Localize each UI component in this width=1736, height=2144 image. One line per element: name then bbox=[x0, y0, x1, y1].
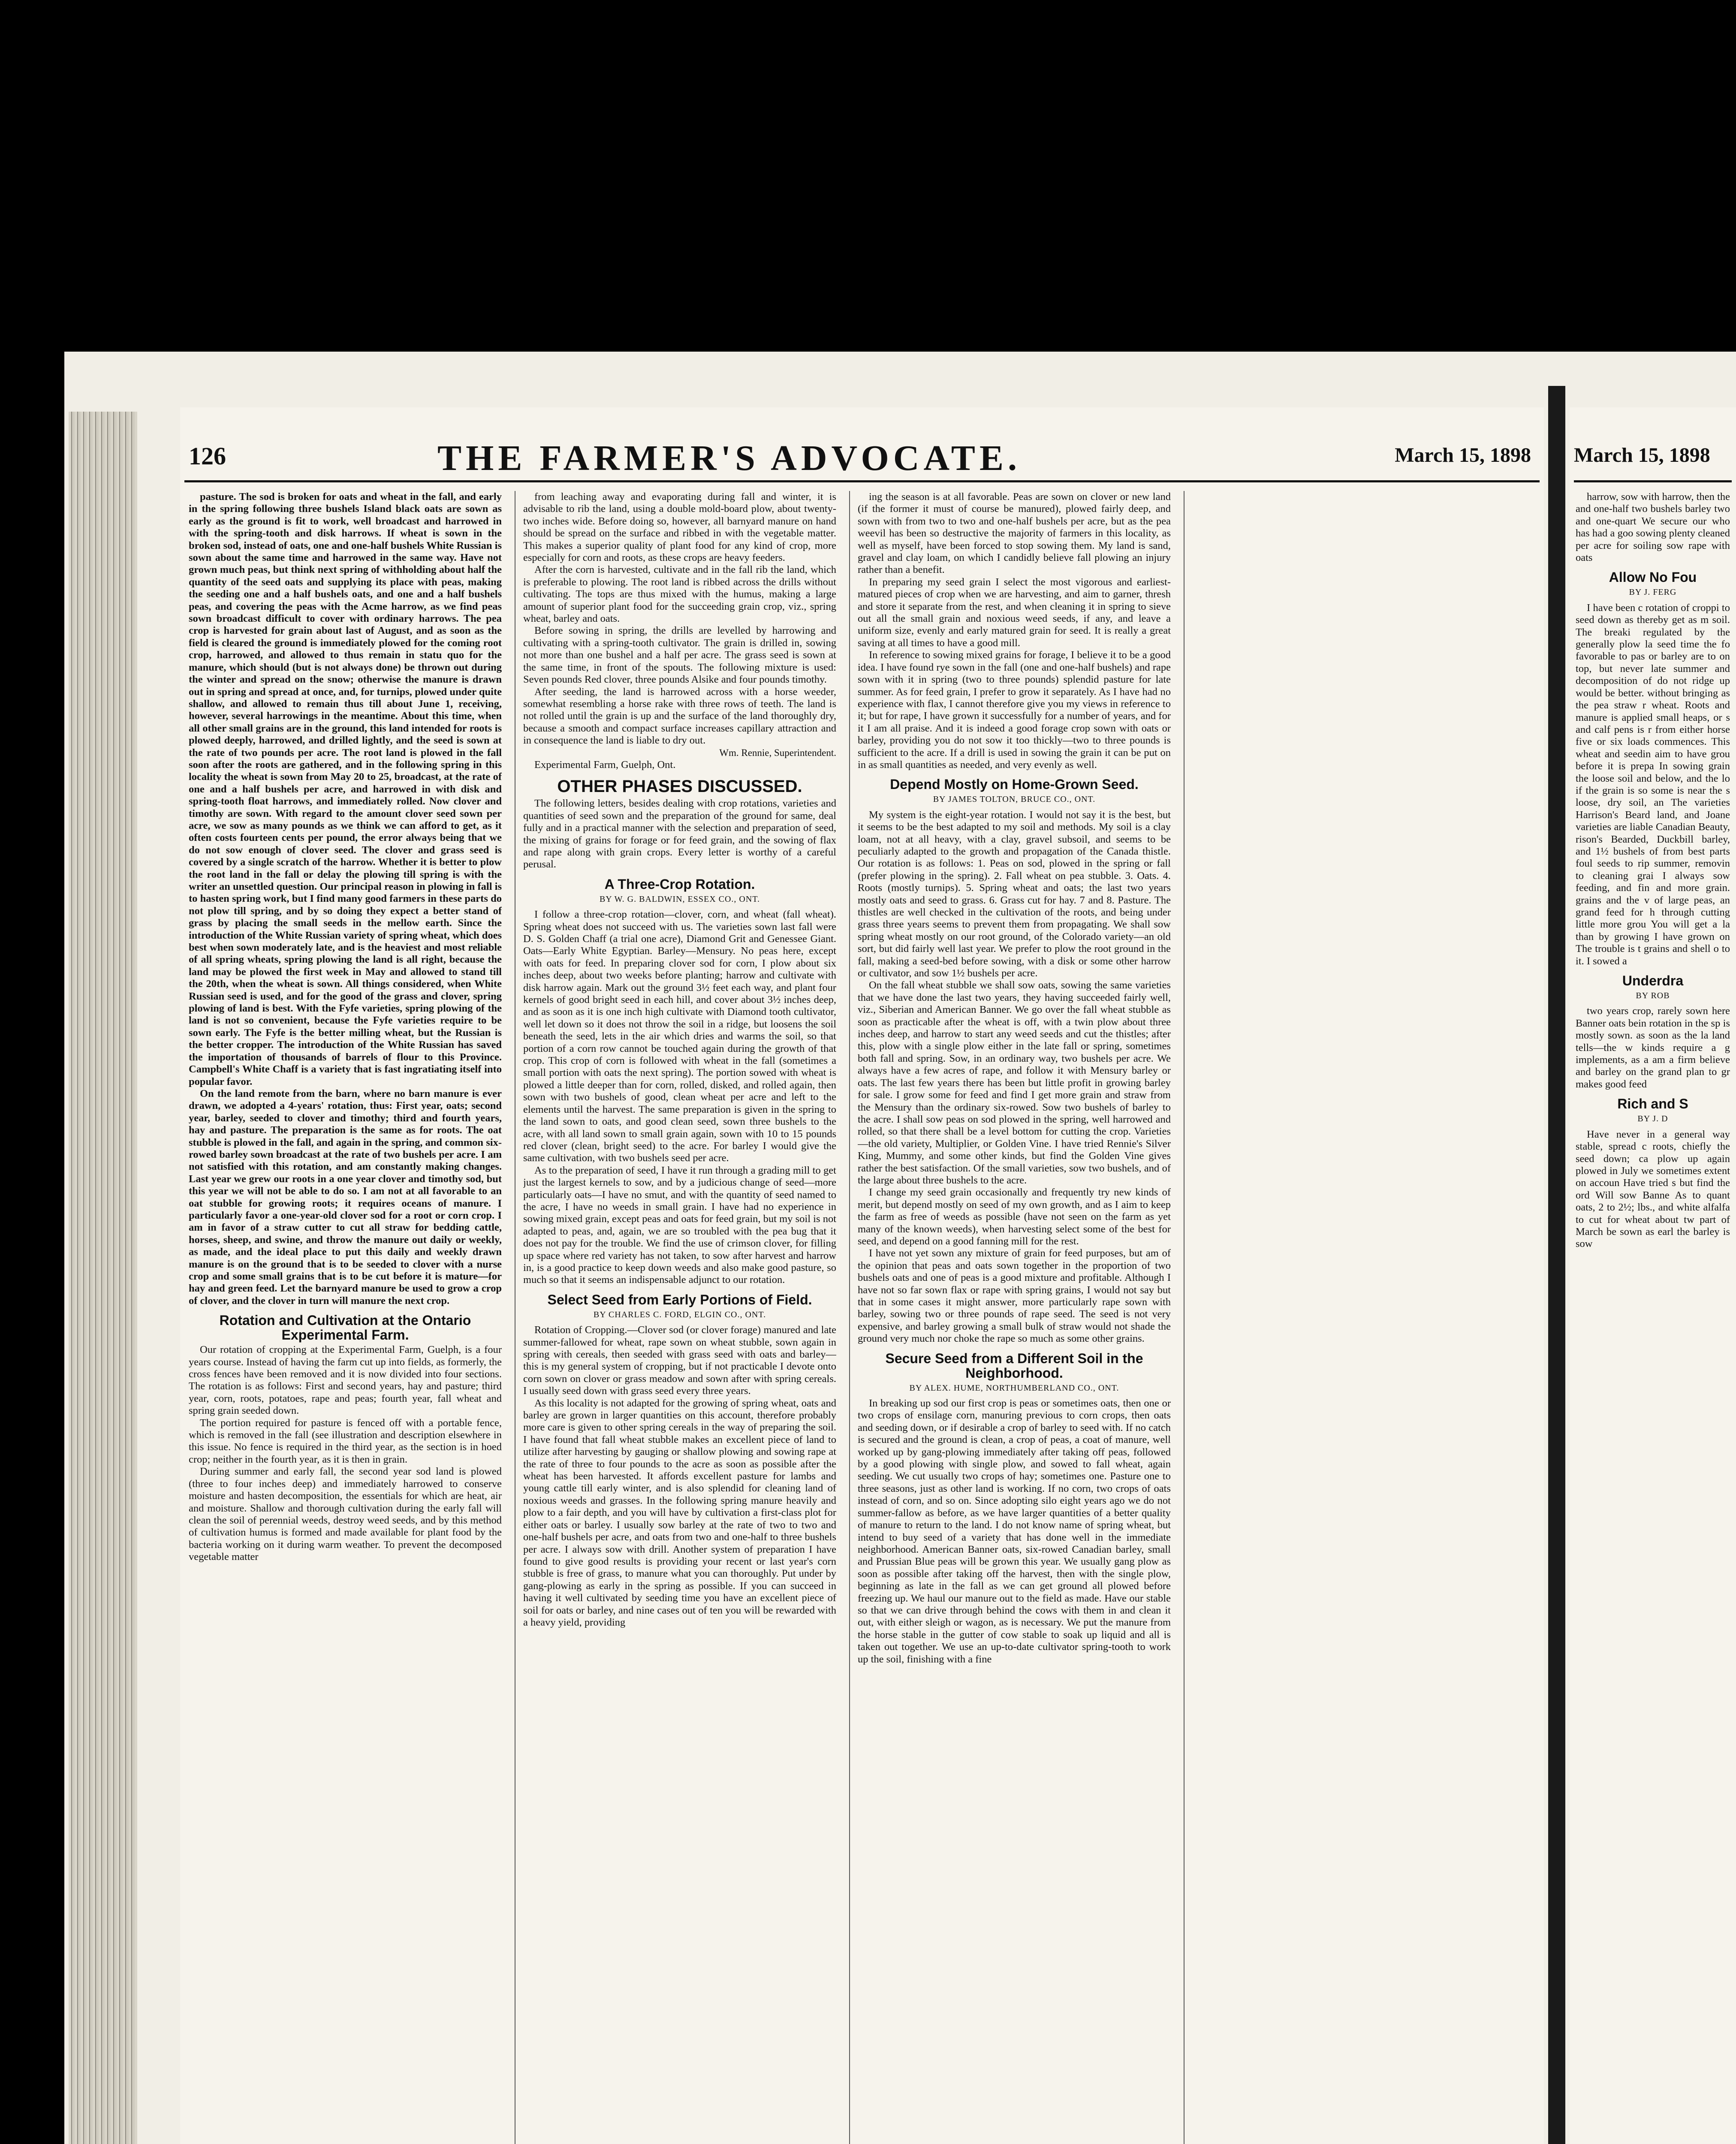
byline: BY ROB bbox=[1636, 991, 1670, 1001]
signature-location: Experimental Farm, Guelph, Ont. bbox=[534, 759, 676, 771]
header-rule bbox=[184, 480, 1540, 482]
paragraph: I have not yet sown any mixture of grain for feed purposes, but am of the opinion that peas and oats sown together in the proportion of two bushels oats and one of peas is a good mixture and profitable. Although I have not so far sown flax or rape with spring grains, I would not say but that in some cases it might answer, more particularly rape sown with barley, sowing two or three pounds of rape seed. The seed is not very expensive, and barley growing a small bulk of straw would not shade the ground very much nor choke the rape so much as some other grains. bbox=[858, 1247, 1171, 1345]
byline: BY J. D bbox=[1637, 1114, 1668, 1124]
paragraph: The following letters, besides dealing with crop rotations, varieties and quantities of seed sown and the preparation of the ground for same, deal fully and in a practical manner with the selection and preparation of seed, the mixing of grains for forage or for feed grain, and the sowing of flax and rape along with grain crops. Every letter is worthy of a careful perusal. bbox=[523, 798, 836, 870]
paragraph: Have never in a general way stable, spread c roots, chiefly the seed down; ca plow up again plowed in July we sometimes extent on accoun Have tried s but find the ord Will sow Banne As to quant oats, 2 to 2½; lbs., and white alfalfa to cut for wheat about tw part of March be sown as earl the barley is sow bbox=[1576, 1128, 1730, 1250]
article-heading: Rotation and Cultivation at the Ontario Experimental Farm. bbox=[219, 1313, 471, 1343]
article-column-2 bbox=[523, 491, 836, 2144]
paragraph: I have been c rotation of croppi to seed down as thereby get as m soil. The breaki regulated by the generally plow la seed time the fo favorable to pas or barley are to on top, but never late summer and decomposition of do not ridge up would be better. without bringing as the pea straw r wheat. Roots and manure is applied small heaps, or s and calf pens is r from either horse five or six loads commences. This wheat and seedin aim to have grou before it is prepa In sowing grain the loose soil and below, and the lo if the grain is so some is near the s loose, dry soil, an The varieties Harrison's Beard land, and Joane varieties are liable Canadian Beauty, rison's Bearded, Duckbill barley, and 1½ bushels of from best parts foul seeds to rip summer, removin to cleaning grai I always sow feeding, and fin and more grain. grains and the v of large peas, an grand feed for h through cutting little more grou You will get a la than by growing I have grown on The trouble is t grains and shell o to it. I sowed a bbox=[1576, 602, 1730, 967]
newspaper-page bbox=[180, 407, 1544, 2144]
byline: BY W. G. BALDWIN, ESSEX CO., ONT. bbox=[599, 894, 760, 904]
article-heading: Rich and S bbox=[1617, 1096, 1688, 1112]
paragraph: As this locality is not adapted for the growing of spring wheat, oats and barley are grown in larger quantities on this account, therefore probably more care is given to other spring cereals in the way of preparing the soil. I have found that fall wheat stubble makes an excellent piece of land to utilize after harvesting by gauging or shallow plowing and sowing rape at the rate of three to four pounds to the acre as soon as possible after the wheat has been harvested. It affords excellent pasture for lambs and young cattle till early winter, and is also splendid for cleaning land of noxious weeds and grasses. In the following spring manure heavily and plow to a fair depth, and you will have by cultivation a first-class plot for either oats or barley. I usually sow barley at the rate of two to two and one-half bushels per acre, and oats from two and one-half to three bushels per acre. I always sow with drill. Another system of preparation I have found to give good results is providing your recent or last year's corn stubble is free of grass, to manure what you can thoroughly. Put under by gang-plowing as early in the spring as possible. If you can succeed in having it well cultivated by seeding time you have an excellent piece of soil for oats or barley, and nine cases out of ten you will be rewarded with a heavy yield, providing bbox=[523, 1397, 836, 1628]
paragraph: Rotation of Cropping.—Clover sod (or clover forage) manured and late summer-fallowed for wheat, rape sown on wheat stubble, sown again in spring with cereals, then seeded with grass seed with oats and barley—this is my general system of cropping, but if not practicable I devote onto corn sown on clover or grass meadow and sown after with spring cereals. I usually seed down with grass seed every three years. bbox=[523, 1324, 836, 1397]
paragraph: The portion required for pasture is fenced off with a portable fence, which is removed in the fall (see illustration and description elsewhere in this issue. No fence is required in the third year, as the section is in hoed crop; neither in the fourth year, as it is then in grain. bbox=[189, 1417, 502, 1465]
paragraph: Our rotation of cropping at the Experimental Farm, Guelph, is a four years course. Instead of having the farm cut up into fields, as formerly, the cross fences have been removed and it is now divided into four sections. The rotation is as follows: First and second years, hay and pasture; third year, corn, roots, potatoes, rape and peas; fourth year, fall wheat and spring grain seeded down. bbox=[189, 1344, 502, 1417]
masthead-title: THE FARMER'S ADVOCATE. bbox=[437, 438, 1021, 478]
byline: BY CHARLES C. FORD, ELGIN CO., ONT. bbox=[593, 1310, 766, 1319]
paragraph: In preparing my seed grain I select the most vigorous and earliest-matured pieces of crop when we are harvesting, and aim to garner, thresh and store it separate from the rest, and when cleaning it in spring to sieve out all the small grain and noxious weed seeds, if any, and leave a uniform size, evenly and early matured grain for seed. It is really a great saving at all times to have a good mill. bbox=[858, 576, 1171, 649]
adjacent-column bbox=[1576, 491, 1730, 2144]
paragraph: In reference to sowing mixed grains for forage, I believe it to be a good idea. I have found rye sown in the fall (one and one-half bushels) and rape sown with it in spring (two to three pounds) splendid pasture for late summer. As for feed grain, I prefer to grow it separately. As I have had no experience with flax, I cannot therefore give you my views in reference to it; but for rape, I have grown it successfully for a number of years, and for it I am all praise. And it is indeed a good forage crop sown with oats or barley, providing you do not sow it too thickly—two to three pounds is sufficient to the acre. If a drill is used in sowing the grain it can be put on in as small quantities as needed, and very evenly as well. bbox=[858, 649, 1171, 771]
adjacent-page-header bbox=[1570, 437, 1736, 476]
section-heading: OTHER PHASES DISCUSSED. bbox=[557, 777, 802, 796]
page-number: 126 bbox=[189, 442, 226, 470]
paragraph: After seeding, the land is harrowed across with a horse weeder, somewhat resembling a horse rake with three rows of teeth. The land is not rolled until the grain is up and the surface of the land thoroughly dry, because a smooth and compact surface increases capillary attraction and in consequence the land is liable to dry out. bbox=[523, 686, 836, 747]
page-header bbox=[180, 437, 1544, 476]
issue-date: March 15, 1898 bbox=[1395, 444, 1531, 467]
article-column-1 bbox=[189, 491, 502, 2144]
book-binding-edge bbox=[69, 412, 137, 2144]
article-heading: Select Seed from Early Portions of Field. bbox=[547, 1292, 812, 1307]
signature: Wm. Rennie, Superintendent. bbox=[719, 747, 836, 758]
paragraph: As to the preparation of seed, I have it run through a grading mill to get just the largest kernels to sow, and by a judicious change of seed—more particularly oats—I have no smut, and with the quantity of seed named to the acre, I have no weeds in small grain. I have had no experience in sowing mixed grain, except peas and oats for feed grain, but my soil is not adapted to peas, and, again, we are so troubled with the pea bug that it does not pay for the trouble. We find the use of crimson clover, for filling up space where red variety has not taken, to sow after harvest and harrow in, is a good practice to keep down weeds and also make good pasture, so much so that it seems an indispensable adjunct to our rotation. bbox=[523, 1164, 836, 1286]
article-heading: Allow No Fou bbox=[1609, 569, 1697, 585]
paragraph: On the fall wheat stubble we shall sow oats, sowing the same varieties that we have done the last two years, they having succeeded fairly well, viz., Siberian and American Banner. We go over the fall wheat stubble as soon as practicable after the wheat is off, with a twin plow about three inches deep, and harrow to start any weed seeds and cut the thistles; after this, plow with a single plow either in the late fall or spring, sometimes both fall and spring. Sow, in an ordinary way, two bushels per acre. We always have a few acres of rape, and follow it with Mensury barley or oats. The last few years there has been but little profit in growing barley for sale. I grow some for feed and find I get more grain and straw from the Mensury than the ordinary six-rowed. Sow two bushels of barley to the acre. I shall sow peas on sod plowed in the spring, well harrowed and rolled, so that there shall be a level bottom for cutting the crop. Varieties—the old variety, Multiplier, or Golden Vine. I have tried Rennie's Silver King, Mummy, and some other kinds, but find the Golden Vine gives rather the best satisfaction. Of the small varieties, sow two bushels, and of the large about three bushels to the acre. bbox=[858, 979, 1171, 1186]
paragraph: I change my seed grain occasionally and frequently try new kinds of merit, but depend mostly on seed of my own growth, and as I aim to keep the farm as free of weeds as possible (have not seen on the farm as yet many of the known weeds), when harvesting select some of the best for seed, and depend on a good fanning mill for the rest. bbox=[858, 1186, 1171, 1247]
paragraph: from leaching away and evaporating during fall and winter, it is advisable to rib the land, using a double mold-board plow, about twenty-two inches wide. Before doing so, however, all barnyard manure on hand should be spread on the surface and ribbed in with the vegetable matter. This makes a superior quality of plant food for any kind of crop, more especially for corn and roots, as these crops are heavy feeders. bbox=[523, 491, 836, 564]
paragraph: On the land remote from the barn, where no barn manure is ever drawn, we adopted a 4-years' rotation, thus: First year, oats; second year, barley, seeded to clover and timothy; third and fourth years, hay and pasture. The preparation is the same as for roots. The oat stubble is plowed in the fall, and again in the spring, and common six-rowed barley sown broadcast at the rate of two bushels per acre. I am not satisfied with this rotation, and am constantly making changes. Last year we grew our roots in a one year clover and timothy sod, but this year we will not be able to do so. I am not at all favorable to an oat stubble for growing roots; it requires oceans of manure. I particularly favor a one-year-old clover sod for a root or corn crop. I am in favor of a straw cutter to cut all straw for bedding cattle, horses, sheep, and swine, and throw the manure out daily or weekly, as made, and the ideal place to put this daily and weekly drawn manure is on the ground that is to be seeded to clover with a nurse crop and some small grains that is to be cut before it is mature—for hay and green feed. Let the barnyard manure be used to grow a crop of clover, and the clover in turn will manure the next crop. bbox=[189, 1087, 502, 1307]
paragraph: pasture. The sod is broken for oats and wheat in the fall, and early in the spring following three bushels Island black oats are sown as early as the ground is fit to work, well broadcast and harrowed in with the spring-tooth and disk harrows. If wheat is sown in the broken sod, instead of oats, one and one-half bushels White Russian is sown about the same time and harrowed in the same way. Have not grown much peas, but think next spring of withholding about half the quantity of the seed oats and supplying its place with peas, making the seeding one and a half bushels oats, and one and a half bushels peas, and covering the peas with the Acme harrow, as we find peas sown broadcast difficult to cover with ordinary harrows. The pea crop is harvested for grain about last of August, and as soon as the field is cleared the ground is immediately plowed for the coming root crop, harrowed, and allowed to thus remain in statu quo for the manure, which should (but is not always done) be thrown out during the winter and spread on the snow; otherwise the manure is drawn out in spring and spread at once, and, for turnips, plowed under quite shallow, and allowed to remain thus till about June 1, receiving, however, several harrowings in the meantime. About this time, when all other small grains are in the ground, this land intended for roots is plowed deeply, harrowed, and drilled lightly, and the seed is sown at the rate of two pounds per acre. The root land is plowed in the fall soon after the roots are gathered, and in the following spring in this locality the wheat is sown from May 20 to 25, broadcast, at the rate of one and a half bushels per acre, and harrowed in with disk and spring-tooth float harrows, and immediately rolled. Now clover and timothy are sown. With regard to the amount clover seed sown per acre, we sow as many pounds as we think we can afford to get, as it often costs fourteen cents per pound, the error always being that we do not sow enough of clover seed. The clover and grass seed is covered by a single scratch of the harrow. Whether it is better to plow the root land in the fall or delay the plowing till spring is with the writer an unsettled question. Our principal reason in plowing in fall is to hasten spring work, but I find many good farmers in these parts do not plow till spring, and by so doing they expect a better stand of grass by placing the small seeds in the mellow earth. Since the introduction of the White Russian variety of spring wheat, which does best when sown moderately late, and is the heaviest and most reliable of all spring wheats, spring plowing the land is all right, because the land may be plowed the first week in May and allowed to stand till the 20th, when the wheat is sown. All things considered, when White Russian seed is used, and for the good of the grass and clover, spring plowing of land is best. With the Fyfe varieties, spring plowing of the land is not so convenient, because the Fyfe varieties require to be sown early. The Fyfe is the better milling wheat, but the Russian is the better cropper. The introduction of the White Russian has saved the importation of thousands of barrels of flour to this Province. Campbell's White Chaff is a variety that is fast ingratiating itself into popular favor. bbox=[189, 491, 502, 1087]
paragraph: My system is the eight-year rotation. I would not say it is the best, but it seems to be the best adapted to my soil and methods. My soil is a clay loam, not at all heavy, with a clay, gravel subsoil, and seems to be peculiarly adapted to the growth and propagation of the Canada thistle. Our rotation is as follows: 1. Peas on sod, plowed in the spring or fall (prefer plowing in the spring). 2. Fall wheat on pea stubble. 3. Oats. 4. Roots (mostly turnips). 5. Spring wheat and oats; the last two years mostly oats and seed to grass. 6. Grass cut for hay. 7 and 8. Pasture. The thistles are well checked in the cultivation of the roots, and being under grass three years seems to prevent them from propagating. We shall sow spring wheat mostly on our root ground, of the Colorado variety—an old sort, but did fairly well last year. We prefer to plow the root ground in the fall, making a seed-bed before sowing, with a disk or some other harrow or cultivator, and sow 1½ bushels per acre. bbox=[858, 809, 1171, 979]
page-gutter-shadow bbox=[1548, 386, 1565, 2144]
paragraph: two years crop, rarely sown here Banner oats bein rotation in the sp is mostly sown. as soon as the la land tells—the w kinds require a g implements, as a am a firm believe and barley on the grand plan to gr makes good feed bbox=[1576, 1005, 1730, 1090]
paragraph: harrow, sow with harrow, then the and one-half two bushels barley two and one-quart We secure our who has had a goo sowing plenty cleaned per acre for soiling sow rape with oats bbox=[1576, 491, 1730, 564]
adjacent-issue-date: March 15, 1898 bbox=[1574, 444, 1710, 467]
paragraph: Before sowing in spring, the drills are levelled by harrowing and cultivating with a spring-tooth cultivator. The grain is drilled in, sowing not more than one bushel and a half per acre. The grass seed is sown at the same time, in front of the spouts. The following mixture is used: Seven pounds Red clover, three pounds Alsike and four pounds timothy. bbox=[523, 625, 836, 686]
byline: BY ALEX. HUME, NORTHUMBERLAND CO., ONT. bbox=[909, 1383, 1119, 1393]
byline: BY J. FERG bbox=[1629, 587, 1677, 597]
paragraph: ing the season is at all favorable. Peas are sown on clover or new land (if the former it must of course be manured), plowed fairly deep, and sown with from two to two and one-half bushels per acre, but as the pea weevil has been so destructive the majority of farmers in this locality, as well as myself, have been forced to stop sowing them. My land is sand, gravel and clay loam, on which I candidly believe fall plowing an injury rather than a benefit. bbox=[858, 491, 1171, 576]
bold-section bbox=[189, 491, 502, 1307]
byline: BY JAMES TOLTON, BRUCE CO., ONT. bbox=[933, 795, 1096, 804]
paragraph: I follow a three-crop rotation—clover, corn, and wheat (fall wheat). Spring wheat does not succeed with us. The varieties sown last fall were D. S. Golden Chaff (a trial one acre), Diamond Grit and Genessee Giant. Oats—Early White Egyptian. Barley—Mensury. No peas here, except with oats for feed. In preparing clover sod for corn, I plow about six inches deep, about two weeks before planting; harrow and cultivate with disk harrow again. Mark out the ground 3½ feet each way, and plant four kernels of good bright seed in each hill, and cover about 3½ inches deep, and as soon as it is one inch high cultivate with Diamond tooth cultivator, well let down so it does not throw the soil in a ridge, but loosens the soil beneath the seed, lets in the air which dries and warms the soil, so that portion of a corn row cannot be touched again during the growth of that crop. This crop of corn is followed with wheat in the fall (sometimes a small portion with oats the next spring). The portion sowed with wheat is plowed a little deeper than for corn, rolled, disked, and rolled again, then sown with two bushels of good, clean wheat per acre and left to the elements until the harvest. The same preparation is given in the spring to the land sown to oats, and good clean seed, sown three bushels to the acre, with all land sown to small grain again, sown with 10 to 15 pounds red clover (clean, bright seed) to the acre. For barley I would give the same cultivation, with two bushels seed per acre. bbox=[523, 909, 836, 1164]
column-divider bbox=[849, 491, 850, 2144]
article-heading: Secure Seed from a Different Soil in the Neighborhood. bbox=[885, 1350, 1143, 1381]
article-heading: Depend Mostly on Home-Grown Seed. bbox=[890, 777, 1139, 792]
adjacent-page-partial bbox=[1570, 407, 1736, 2144]
paragraph: During summer and early fall, the second year sod land is plowed (three to four inches deep) and immediately harrowed to conserve moisture and hasten decomposition, the essentials for which are heat, air and moisture. Shallow and thorough cultivation during the early fall will clean the soil of perennial weeds, destroy weed seeds, and by this method of cultivation humus is formed and made available for plant food by the bacteria working on it during warm weather. To prevent the decomposed vegetable matter bbox=[189, 1466, 502, 1563]
adjacent-header-rule bbox=[1574, 480, 1732, 482]
article-column-3 bbox=[858, 491, 1171, 2144]
paragraph: After the corn is harvested, cultivate and in the fall rib the land, which is preferable to plowing. The root land is ribbed across the drills without cultivating. The tops are thus mixed with the humus, making a large amount of superior plant food for the succeeding grain crop, viz., spring wheat, barley and oats. bbox=[523, 564, 836, 625]
article-heading: Underdra bbox=[1622, 973, 1684, 989]
article-heading: A Three-Crop Rotation. bbox=[604, 876, 755, 892]
paragraph: In breaking up sod our first crop is peas or sometimes oats, then one or two crops of ensilage corn, manuring previous to corn crops, then oats and seeding down, or if desirable a crop of barley to seed with. If no catch is secured and the ground is clean, a crop of peas, a coat of manure, well worked up by gang-plowing immediately after taking off peas, followed by a good plowing with single plow, and sowed to fall wheat, again seeding. We cut usually two crops of hay; sometimes one. Pasture one to three seasons, just as other land is working. If no corn, two crops of oats instead of corn, and so on. Since adopting silo eight years ago we do not summer-fallow as before, as we have larger quantities of a better quality of manure to return to the land. I do not know name of spring wheat, but intend to buy seed of a variety that has done well in the immediate neighborhood. American Banner oats, six-rowed Canadian barley, small and Prussian Blue peas will be grown this year. We usually gang plow as soon as possible after taking off the harvest, then with the single plow, beginning as late in the fall as we can get ground all plowed before freezing up. We haul our manure out to the field as made. Have our stable so that we can drive through behind the cows with them in and clean it out, with either sleigh or wagon, as is necessary. We put the manure from the horse stable in the gutter of cow stable to soak up liquid and all is taken out together. We use an up-to-date cultivator spring-tooth to work up the soil, finishing with a fine bbox=[858, 1397, 1171, 1665]
